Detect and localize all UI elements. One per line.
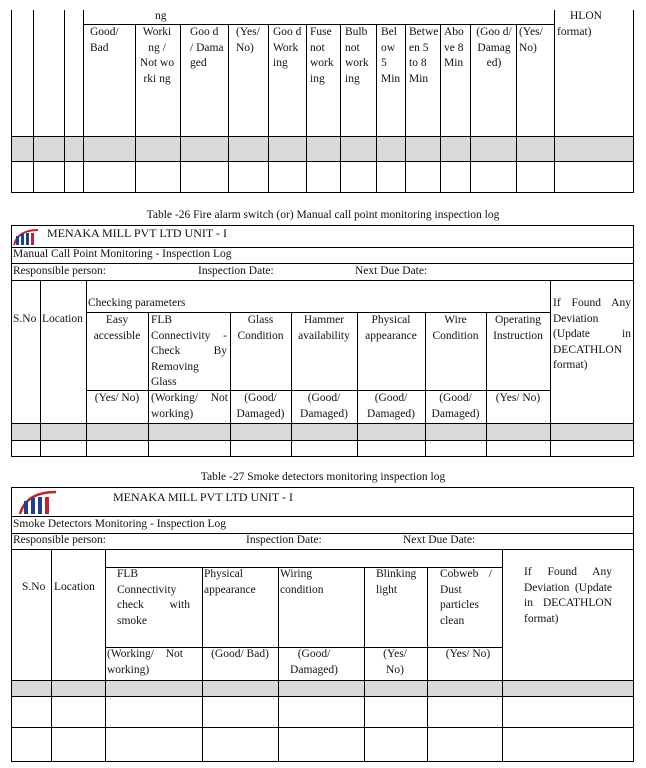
param-value: (Good/ Bad) <box>211 648 269 660</box>
param-header: Glass Condition <box>237 314 284 342</box>
company-name: MENAKA MILL PVT LTD UNIT - I <box>113 490 293 504</box>
log-title: Manual Call Point Monitoring - Inspection Log <box>13 248 232 260</box>
param-value: (Working/ Not working) <box>151 392 228 420</box>
company-name: MENAKA MILL PVT LTD UNIT - I <box>47 226 227 240</box>
col-header: Good/ Bad <box>90 26 119 54</box>
param-value: (Yes/ No) <box>445 648 491 660</box>
col-header: Abo ve 8 Min <box>444 26 464 69</box>
log-title: Smoke Detectors Monitoring - Inspection Log <box>13 518 227 530</box>
param-header: Wire Condition <box>432 314 479 342</box>
param-value: (Yes/ No) <box>94 392 140 404</box>
param-header: FLB Connectivity check with smoke <box>117 568 190 627</box>
col-header: Goo d / Dama ged <box>190 26 224 69</box>
gray-row <box>11 137 633 161</box>
next-due-date-label: Next Due Date: <box>355 265 428 277</box>
deviation-header: If Found Any Deviation (Update in DECATHLON format) <box>524 566 612 625</box>
param-value: (Good/ Damaged) <box>367 392 415 420</box>
table-caption: Table -27 Smoke detectors monitoring inspection log <box>200 471 446 483</box>
fragment-text: ng <box>155 10 167 22</box>
col-header: Fuse not work ing <box>310 26 334 85</box>
param-header: Easy accessible <box>93 314 141 342</box>
company-logo-icon <box>12 228 40 246</box>
inspection-date-label: Inspection Date: <box>246 534 322 546</box>
responsible-person-label: Responsible person: <box>13 534 106 546</box>
param-value: (Good/ Damaged) <box>236 392 285 420</box>
param-header: FLB Connectivity - Check By Removing Glass <box>151 314 227 388</box>
param-header: Blinking light <box>376 568 417 596</box>
param-value: (Good/ Damaged) <box>431 392 480 420</box>
param-header: Wiring condition <box>280 568 324 596</box>
col-header: (Yes/ No) <box>519 26 543 54</box>
sno-header: S.No <box>22 581 46 593</box>
param-header: Operating Instruction <box>493 314 543 342</box>
param-value: (Good/ Damaged) <box>290 648 338 676</box>
param-header: Cobweb / Dust particles clean <box>440 568 492 627</box>
table-caption: Table -26 Fire alarm switch (or) Manual call point monitoring inspection log <box>146 209 500 221</box>
col-header: (Goo d/ Damag ed) <box>476 26 512 69</box>
param-header: Hammer availability <box>298 314 350 342</box>
col-header: Bulb not work ing <box>345 26 369 85</box>
gray-row <box>11 424 633 440</box>
company-logo-icon <box>18 489 58 515</box>
location-header: Location <box>42 313 83 325</box>
param-value: (Yes/ No) <box>495 392 541 404</box>
param-header: Physical appearance <box>365 314 417 342</box>
col-header: (Yes/ No) <box>236 26 260 54</box>
param-value: (Yes/ No) <box>383 648 407 676</box>
checking-parameters-header: Checking parameters <box>88 297 186 309</box>
next-due-date-label: Next Due Date: <box>403 534 476 546</box>
deviation-header: If Found Any Deviation (Update in DECATHLON format) <box>553 297 631 371</box>
sno-header: S.No <box>13 313 37 325</box>
col-header: Worki ng / Not wo rki ng <box>139 26 175 85</box>
param-header: Physical appearance <box>204 568 256 596</box>
responsible-person-label: Responsible person: <box>13 265 106 277</box>
inspection-date-label: Inspection Date: <box>198 265 274 277</box>
location-header: Location <box>54 581 95 593</box>
param-value: (Good/ Damaged) <box>300 392 348 420</box>
param-value: (Working/ Not working) <box>107 648 183 676</box>
col-header: Bel ow 5 Min <box>381 26 401 85</box>
col-header: Goo d Work ing <box>273 26 302 69</box>
fragment-text: format) <box>557 26 592 38</box>
fragment-text: HLON <box>570 10 602 22</box>
col-header: Betwe en 5 to 8 Min <box>409 26 439 85</box>
